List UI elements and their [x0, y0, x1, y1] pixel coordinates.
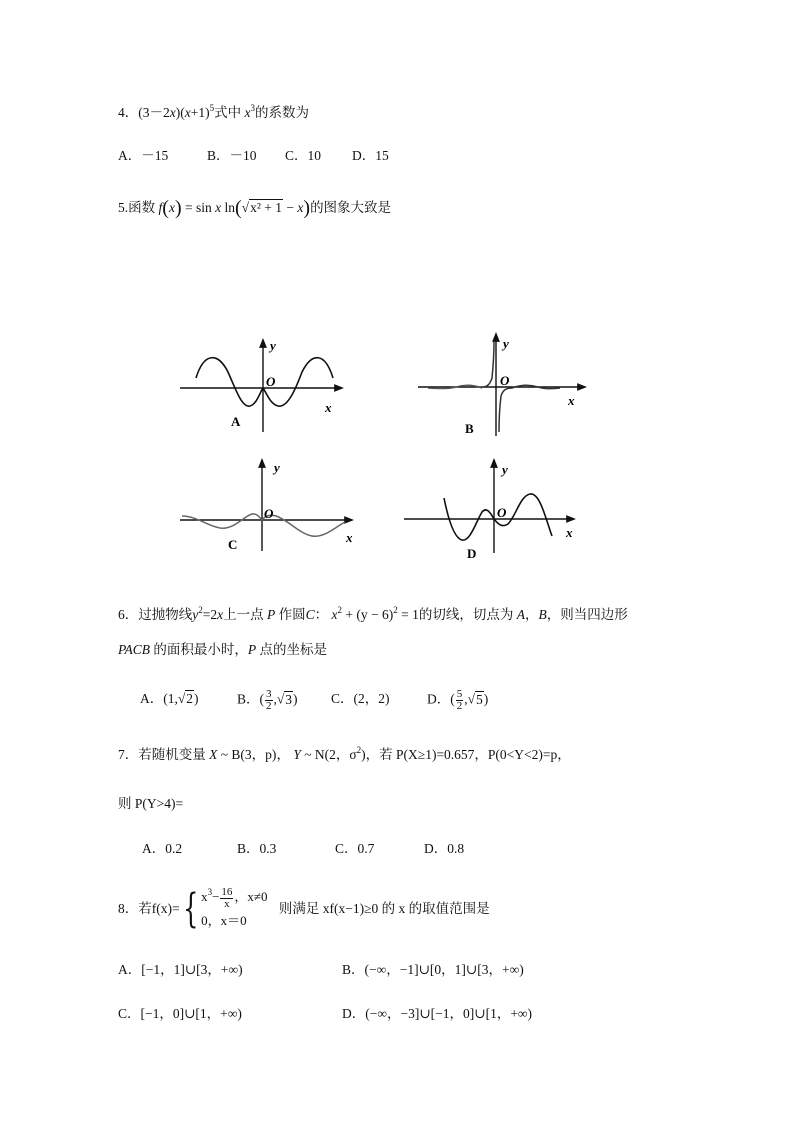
graph-c-letter: C [228, 537, 238, 552]
graph-b-x-label: x [568, 393, 575, 408]
graph-d-y-label: y [502, 462, 508, 477]
q8-option-d: D．(−∞，−3]∪[−1，0]∪[1，+∞) [342, 1006, 533, 1021]
q6-option-c: C．(2，2) [331, 691, 390, 706]
graph-c-x-label: x [346, 530, 353, 545]
q4-option-b: B．－10 [207, 148, 257, 163]
graph-a-origin: O [266, 374, 276, 389]
piecewise-brace: { [182, 885, 198, 932]
graph-d-letter: D [467, 546, 477, 561]
graph-a-x-label: x [325, 400, 332, 415]
question-4: 4．$(3-2x)(x+1)^5$式中 $x^3$的系数为 [118, 103, 309, 120]
question-6-line-2: PACB 的面积最小时，P 点的坐标是 [118, 642, 328, 657]
q4-option-d: D．15 [352, 148, 389, 163]
question-7: 7．若随机变量 X ~ B(3，p)， Y ~ N(2，$\sigma^2$)，若 P(X≥1)=0.657，P(0<Y<2)=p， [118, 745, 571, 762]
q4-option-a: A．－15 [118, 148, 169, 163]
graph-c-origin: O [264, 506, 274, 521]
graph-c-y-label: y [274, 460, 280, 475]
piecewise-cases: $x^3-$ $\frac{16}{x}$ ，x≠0 0，x＝0 [201, 885, 268, 928]
q4-option-c: C．10 [285, 148, 322, 163]
graph-a-letter: A [231, 414, 241, 429]
graph-c [180, 460, 353, 552]
graph-a-y-label: y [270, 338, 276, 353]
graph-d [404, 460, 574, 561]
q7-option-c: C．0.7 [335, 841, 375, 856]
q7-option-d: D．0.8 [424, 841, 465, 856]
graph-d-x-label: x [566, 525, 573, 540]
graph-b-letter: B [465, 421, 474, 436]
question-8: 8．若f(x)={ $x^3-$ $\frac{16}{x}$ ，x≠0 0，x＝0 则满足 xf(x−1)≥0 的 x 的取值范围是 [118, 885, 490, 932]
question-5: 5.函数 f(x) = sin x ln(√x² + 1 − x)的图象大致是 [118, 197, 392, 219]
q6-option-b: B．( $\frac{3}{2}$ ,√3) [237, 688, 298, 712]
graph-a-curve [196, 358, 333, 406]
q6-option-d: D．( $\frac{5}{2}$ ,√5) [427, 688, 489, 712]
q7-option-b: B．0.3 [237, 841, 277, 856]
graph-d-origin: O [497, 505, 507, 520]
graph-b [418, 334, 585, 436]
question-7-line-2: 则 P(Y>4)= [118, 796, 184, 811]
q8-option-c: C．[−1，0]∪[1，+∞) [118, 1006, 242, 1021]
graph-b-y-label: y [503, 336, 509, 351]
graph-b-origin: O [500, 373, 510, 388]
q8-option-a: A．[−1，1]∪[3，+∞) [118, 962, 243, 977]
q6-option-a: A．(1,√2) [140, 691, 199, 706]
question-6: 6．过抛物线$y^2=2x$上一点 P 作圆C： $x^2 + (y - 6)^2 = 1$的切线，切点为 A，B，则当四边形 [118, 605, 628, 622]
q8-option-b: B．(−∞，−1]∪[0，1]∪[3，+∞) [342, 962, 524, 977]
graph-a [180, 338, 342, 432]
q7-option-a: A．0.2 [142, 841, 183, 856]
